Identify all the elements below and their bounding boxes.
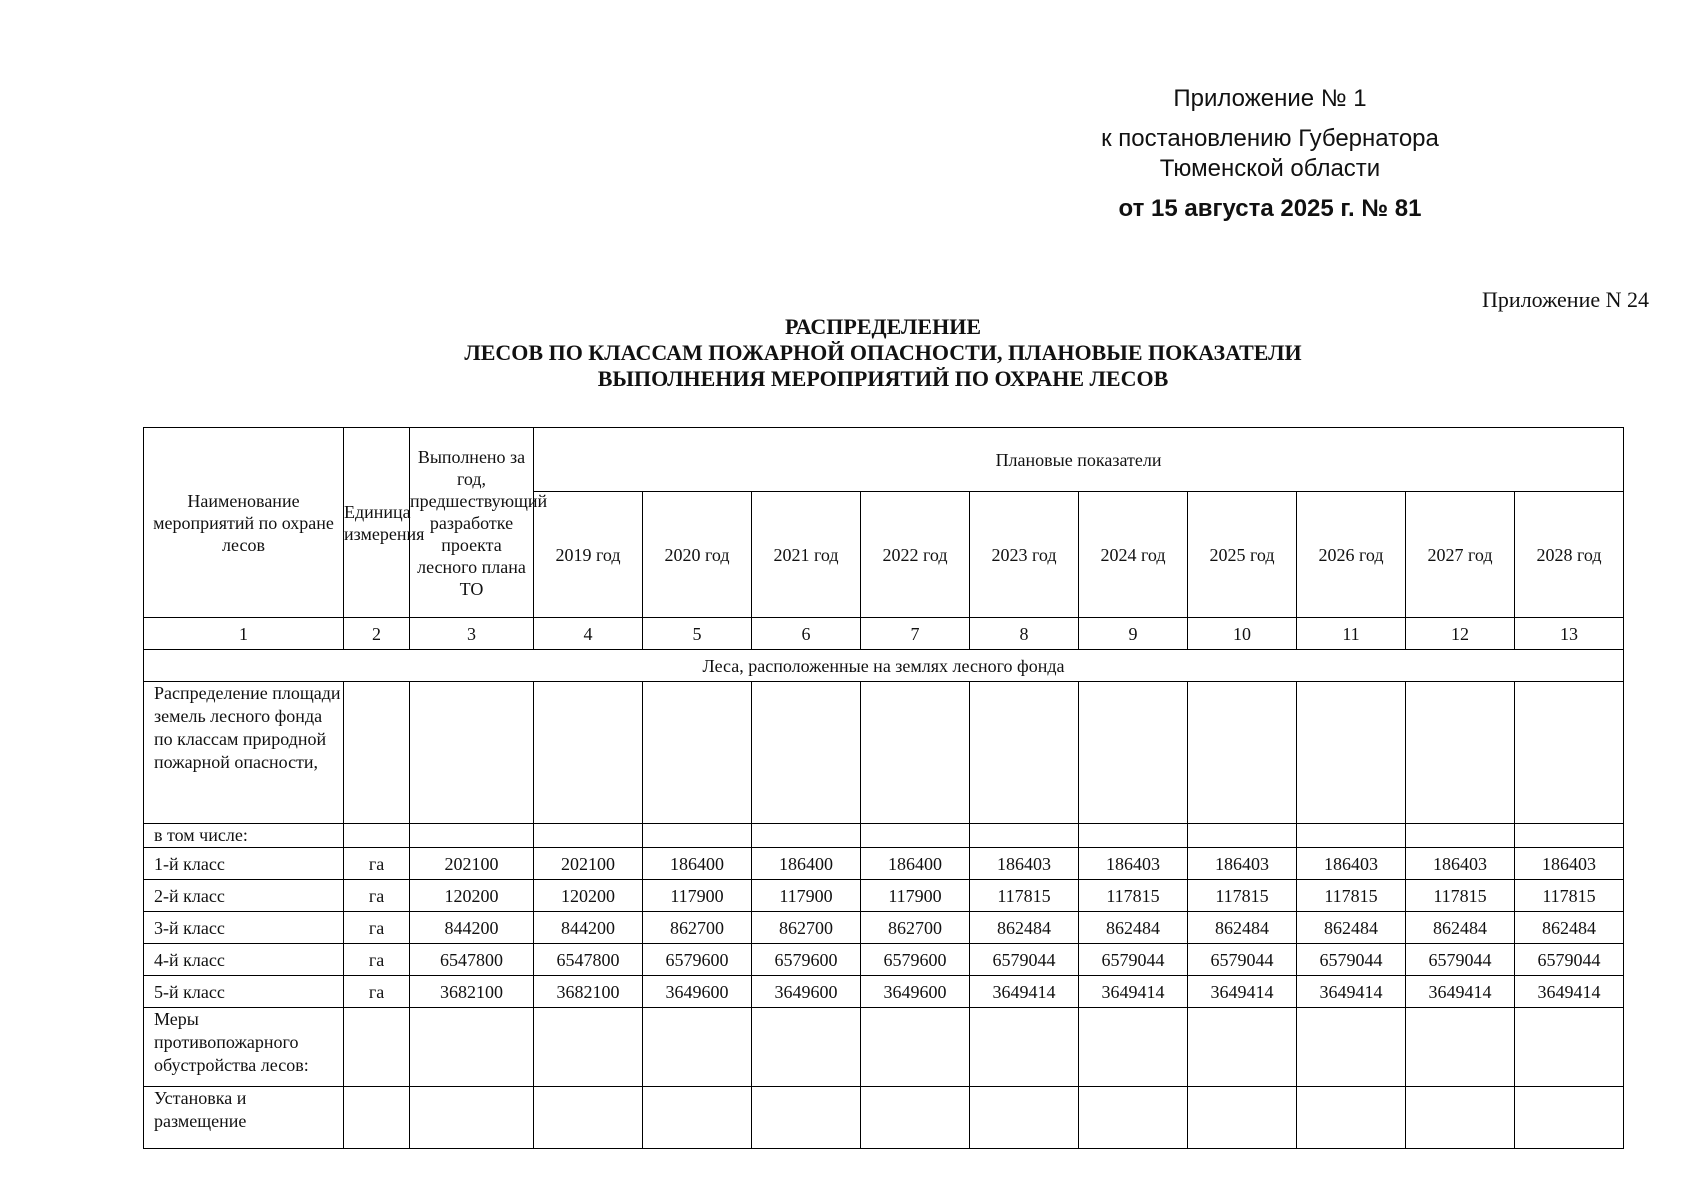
empty-cell bbox=[344, 682, 410, 824]
value-cell: 117815 bbox=[1515, 880, 1624, 912]
appendix-number: Приложение № 1 bbox=[1173, 85, 1367, 112]
value-cell: 117815 bbox=[1188, 880, 1297, 912]
empty-cell bbox=[344, 824, 410, 848]
empty-cell bbox=[534, 824, 643, 848]
value-cell: 862700 bbox=[752, 912, 861, 944]
column-number: 2 bbox=[344, 618, 410, 650]
value-cell: 186403 bbox=[970, 848, 1079, 880]
col-header-done: Выполнено за год, предшествующий разработке проекта лесного плана ТО bbox=[410, 428, 534, 618]
col-header-plan: Плановые показатели bbox=[534, 428, 1624, 492]
value-cell: 3649600 bbox=[643, 976, 752, 1008]
value-cell: 186403 bbox=[1188, 848, 1297, 880]
distribution-label-row bbox=[144, 682, 1624, 824]
value-cell: 862484 bbox=[1188, 912, 1297, 944]
value-cell: 6547800 bbox=[410, 944, 534, 976]
empty-cell bbox=[410, 682, 534, 824]
value-cell: 862484 bbox=[970, 912, 1079, 944]
value-cell: 862484 bbox=[1297, 912, 1406, 944]
value-cell: 6579044 bbox=[1079, 944, 1188, 976]
install-label: Установка и размещение bbox=[144, 1087, 344, 1149]
year-header: 2023 год bbox=[970, 492, 1079, 618]
value-cell: 117815 bbox=[1406, 880, 1515, 912]
column-number: 3 bbox=[410, 618, 534, 650]
table-row bbox=[144, 912, 1624, 944]
value-cell: 3649600 bbox=[861, 976, 970, 1008]
empty-cell bbox=[1188, 682, 1297, 824]
empty-cell bbox=[410, 1008, 534, 1087]
value-cell: 3649414 bbox=[1406, 976, 1515, 1008]
column-number: 1 bbox=[144, 618, 344, 650]
class-name: 5-й класс bbox=[144, 976, 344, 1008]
empty-cell bbox=[1515, 824, 1624, 848]
empty-cell bbox=[1406, 824, 1515, 848]
col-header-name: Наименование мероприятий по охране лесов bbox=[144, 428, 344, 618]
value-cell: 6579600 bbox=[643, 944, 752, 976]
empty-cell bbox=[534, 682, 643, 824]
title-line-1: РАСПРЕДЕЛЕНИЕ bbox=[784, 314, 981, 339]
column-number: 5 bbox=[643, 618, 752, 650]
value-cell: 862700 bbox=[643, 912, 752, 944]
appendix-24-label: Приложение N 24 bbox=[1482, 287, 1649, 312]
empty-cell bbox=[1079, 1008, 1188, 1087]
year-header: 2025 год bbox=[1188, 492, 1297, 618]
install-label-row bbox=[144, 1087, 1624, 1149]
empty-cell bbox=[752, 682, 861, 824]
measures-label: Меры противопожарного обустройства лесов: bbox=[144, 1008, 344, 1087]
value-cell: 117900 bbox=[643, 880, 752, 912]
value-cell: 862484 bbox=[1515, 912, 1624, 944]
unit-cell: га bbox=[344, 912, 410, 944]
decree-date: от 15 августа 2025 г. № 81 bbox=[1118, 195, 1422, 222]
value-cell: 3649414 bbox=[1188, 976, 1297, 1008]
value-cell: 186403 bbox=[1079, 848, 1188, 880]
value-cell: 862484 bbox=[1079, 912, 1188, 944]
region-name: Тюменской области bbox=[1159, 155, 1381, 182]
class-name: 2-й класс bbox=[144, 880, 344, 912]
empty-cell bbox=[344, 1008, 410, 1087]
empty-cell bbox=[861, 682, 970, 824]
value-cell: 202100 bbox=[534, 848, 643, 880]
value-cell: 6579044 bbox=[970, 944, 1079, 976]
value-cell: 186400 bbox=[752, 848, 861, 880]
empty-cell bbox=[534, 1008, 643, 1087]
value-cell: 6579600 bbox=[752, 944, 861, 976]
empty-cell bbox=[1406, 1008, 1515, 1087]
empty-cell bbox=[410, 824, 534, 848]
value-cell: 3649414 bbox=[970, 976, 1079, 1008]
column-number: 7 bbox=[861, 618, 970, 650]
class-name: 1-й класс bbox=[144, 848, 344, 880]
value-cell: 186400 bbox=[861, 848, 970, 880]
empty-cell bbox=[643, 1087, 752, 1149]
value-cell: 6579044 bbox=[1515, 944, 1624, 976]
distribution-label: Распределение площади земель лесного фонда по классам природной пожарной опасности, bbox=[144, 682, 344, 824]
value-cell: 120200 bbox=[534, 880, 643, 912]
value-cell: 6579044 bbox=[1188, 944, 1297, 976]
empty-cell bbox=[861, 824, 970, 848]
value-cell: 844200 bbox=[410, 912, 534, 944]
value-cell: 186403 bbox=[1297, 848, 1406, 880]
title-line-2: ЛЕСОВ ПО КЛАССАМ ПОЖАРНОЙ ОПАСНОСТИ, ПЛАНОВЫЕ ПОКАЗАТЕЛИ bbox=[464, 340, 1302, 365]
value-cell: 3649600 bbox=[752, 976, 861, 1008]
column-number: 9 bbox=[1079, 618, 1188, 650]
empty-cell bbox=[1515, 1087, 1624, 1149]
table-row bbox=[144, 880, 1624, 912]
empty-cell bbox=[643, 824, 752, 848]
column-number: 10 bbox=[1188, 618, 1297, 650]
empty-cell bbox=[1406, 1087, 1515, 1149]
empty-cell bbox=[1515, 1008, 1624, 1087]
column-number: 11 bbox=[1297, 618, 1406, 650]
column-number: 4 bbox=[534, 618, 643, 650]
empty-cell bbox=[970, 824, 1079, 848]
value-cell: 862700 bbox=[861, 912, 970, 944]
value-cell: 117815 bbox=[1079, 880, 1188, 912]
forest-fire-table bbox=[143, 427, 1624, 1149]
section-title: Леса, расположенные на землях лесного фонда bbox=[144, 650, 1624, 682]
empty-cell bbox=[861, 1008, 970, 1087]
year-header: 2026 год bbox=[1297, 492, 1406, 618]
value-cell: 117900 bbox=[752, 880, 861, 912]
table-row bbox=[144, 944, 1624, 976]
decree-reference: к постановлению Губернатора bbox=[1101, 125, 1439, 152]
year-header: 2024 год bbox=[1079, 492, 1188, 618]
empty-cell bbox=[752, 1008, 861, 1087]
table-row bbox=[144, 976, 1624, 1008]
value-cell: 117815 bbox=[970, 880, 1079, 912]
value-cell: 186400 bbox=[643, 848, 752, 880]
value-cell: 6579044 bbox=[1406, 944, 1515, 976]
value-cell: 6547800 bbox=[534, 944, 643, 976]
empty-cell bbox=[643, 1008, 752, 1087]
col-header-unit: Единица измерения bbox=[344, 428, 410, 618]
decree-header bbox=[1050, 84, 1490, 224]
class-name: 3-й класс bbox=[144, 912, 344, 944]
unit-cell: га bbox=[344, 976, 410, 1008]
value-cell: 186403 bbox=[1406, 848, 1515, 880]
empty-cell bbox=[1188, 1087, 1297, 1149]
value-cell: 3682100 bbox=[410, 976, 534, 1008]
value-cell: 862484 bbox=[1406, 912, 1515, 944]
empty-cell bbox=[643, 682, 752, 824]
empty-cell bbox=[534, 1087, 643, 1149]
table-row bbox=[144, 848, 1624, 880]
unit-cell: га bbox=[344, 848, 410, 880]
empty-cell bbox=[861, 1087, 970, 1149]
unit-cell: га bbox=[344, 944, 410, 976]
value-cell: 117815 bbox=[1297, 880, 1406, 912]
empty-cell bbox=[970, 1087, 1079, 1149]
value-cell: 3649414 bbox=[1079, 976, 1188, 1008]
empty-cell bbox=[1297, 1008, 1406, 1087]
empty-cell bbox=[1079, 824, 1188, 848]
year-header: 2027 год bbox=[1406, 492, 1515, 618]
empty-cell bbox=[752, 824, 861, 848]
measures-label-row bbox=[144, 1008, 1624, 1087]
value-cell: 3649414 bbox=[1515, 976, 1624, 1008]
value-cell: 186403 bbox=[1515, 848, 1624, 880]
value-cell: 120200 bbox=[410, 880, 534, 912]
empty-cell bbox=[1079, 1087, 1188, 1149]
value-cell: 117900 bbox=[861, 880, 970, 912]
title-line-3: ВЫПОЛНЕНИЯ МЕРОПРИЯТИЙ ПО ОХРАНЕ ЛЕСОВ bbox=[597, 366, 1169, 391]
empty-cell bbox=[1079, 682, 1188, 824]
empty-cell bbox=[1297, 682, 1406, 824]
unit-cell: га bbox=[344, 880, 410, 912]
value-cell: 3649414 bbox=[1297, 976, 1406, 1008]
year-header: 2021 год bbox=[752, 492, 861, 618]
document-title bbox=[143, 314, 1623, 392]
column-number: 13 bbox=[1515, 618, 1624, 650]
empty-cell bbox=[1297, 824, 1406, 848]
empty-cell bbox=[1297, 1087, 1406, 1149]
year-header: 2020 год bbox=[643, 492, 752, 618]
empty-cell bbox=[1188, 1008, 1297, 1087]
empty-cell bbox=[1406, 682, 1515, 824]
value-cell: 6579044 bbox=[1297, 944, 1406, 976]
empty-cell bbox=[752, 1087, 861, 1149]
empty-cell bbox=[970, 1008, 1079, 1087]
empty-cell bbox=[970, 682, 1079, 824]
value-cell: 844200 bbox=[534, 912, 643, 944]
year-header: 2028 год bbox=[1515, 492, 1624, 618]
column-number: 8 bbox=[970, 618, 1079, 650]
value-cell: 202100 bbox=[410, 848, 534, 880]
value-cell: 6579600 bbox=[861, 944, 970, 976]
empty-cell bbox=[1515, 682, 1624, 824]
empty-cell bbox=[344, 1087, 410, 1149]
including-label: в том числе: bbox=[144, 824, 344, 848]
column-number: 6 bbox=[752, 618, 861, 650]
empty-cell bbox=[410, 1087, 534, 1149]
year-header: 2022 год bbox=[861, 492, 970, 618]
value-cell: 3682100 bbox=[534, 976, 643, 1008]
column-number: 12 bbox=[1406, 618, 1515, 650]
year-header: 2019 год bbox=[534, 492, 643, 618]
empty-cell bbox=[1188, 824, 1297, 848]
including-label-row bbox=[144, 824, 1624, 848]
class-name: 4-й класс bbox=[144, 944, 344, 976]
